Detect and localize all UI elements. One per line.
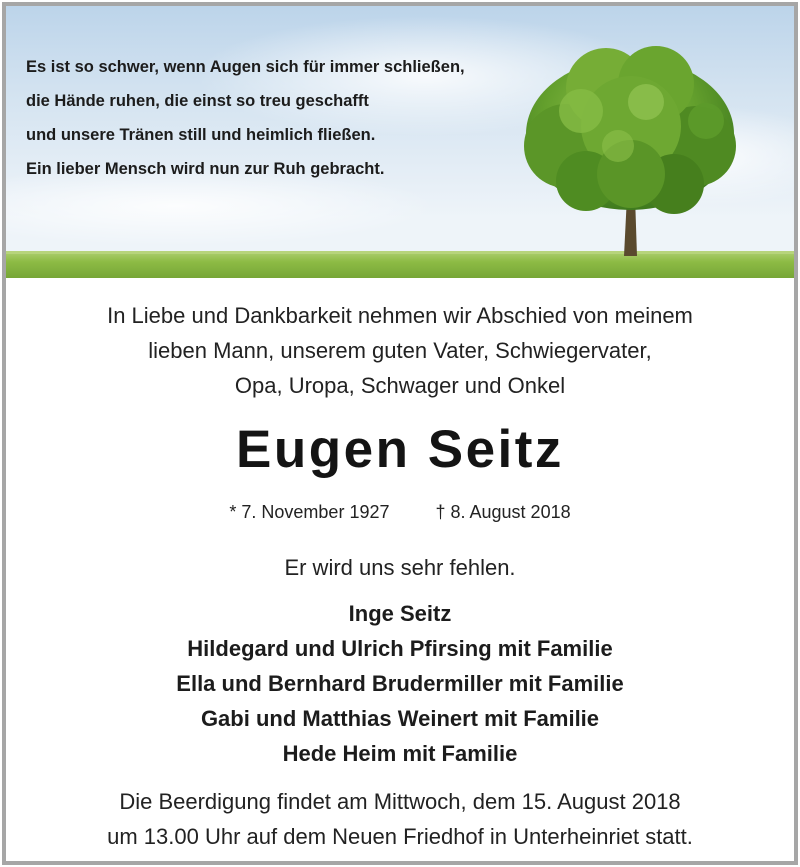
mourner: Ella und Bernhard Brudermiller mit Familie: [176, 671, 624, 696]
poem: [26, 50, 465, 186]
intro-text: [6, 298, 794, 403]
life-dates: [6, 500, 794, 524]
deceased-name: Eugen Seitz: [236, 420, 564, 479]
mourners-list: [6, 596, 794, 771]
obituary-notice: [2, 2, 798, 865]
intro-line: Opa, Uropa, Schwager und Onkel: [234, 373, 566, 398]
funeral-line: um 13.00 Uhr auf dem Neuen Friedhof in Unterheinriet statt.: [107, 824, 693, 849]
poem-line: und unsere Tränen still und heimlich fließen.: [26, 126, 376, 144]
header-image: [6, 6, 794, 278]
poem-line: Es ist so schwer, wenn Augen sich für immer schließen,: [26, 58, 465, 76]
death-date: † 8. August 2018: [435, 502, 571, 522]
mourner: Gabi und Matthias Weinert mit Familie: [200, 706, 600, 731]
closing-line: Er wird uns sehr fehlen.: [284, 555, 516, 580]
intro-line: lieben Mann, unserem guten Vater, Schwiegervater,: [148, 338, 652, 363]
birth-date: * 7. November 1927: [229, 502, 390, 522]
meadow: [6, 253, 794, 278]
funeral-info: [6, 784, 794, 854]
intro-line: In Liebe und Dankbarkeit nehmen wir Abschied von meinem: [107, 303, 693, 328]
poem-line: Ein lieber Mensch wird nun zur Ruh gebracht.: [26, 160, 385, 178]
mourner: Inge Seitz: [348, 601, 452, 626]
mourner: Hede Heim mit Familie: [282, 741, 518, 766]
funeral-line: Die Beerdigung findet am Mittwoch, dem 15. August 2018: [119, 789, 681, 814]
poem-line: die Hände ruhen, die einst so treu geschafft: [26, 92, 369, 110]
mourner: Hildegard und Ulrich Pfirsing mit Familie: [187, 636, 613, 661]
